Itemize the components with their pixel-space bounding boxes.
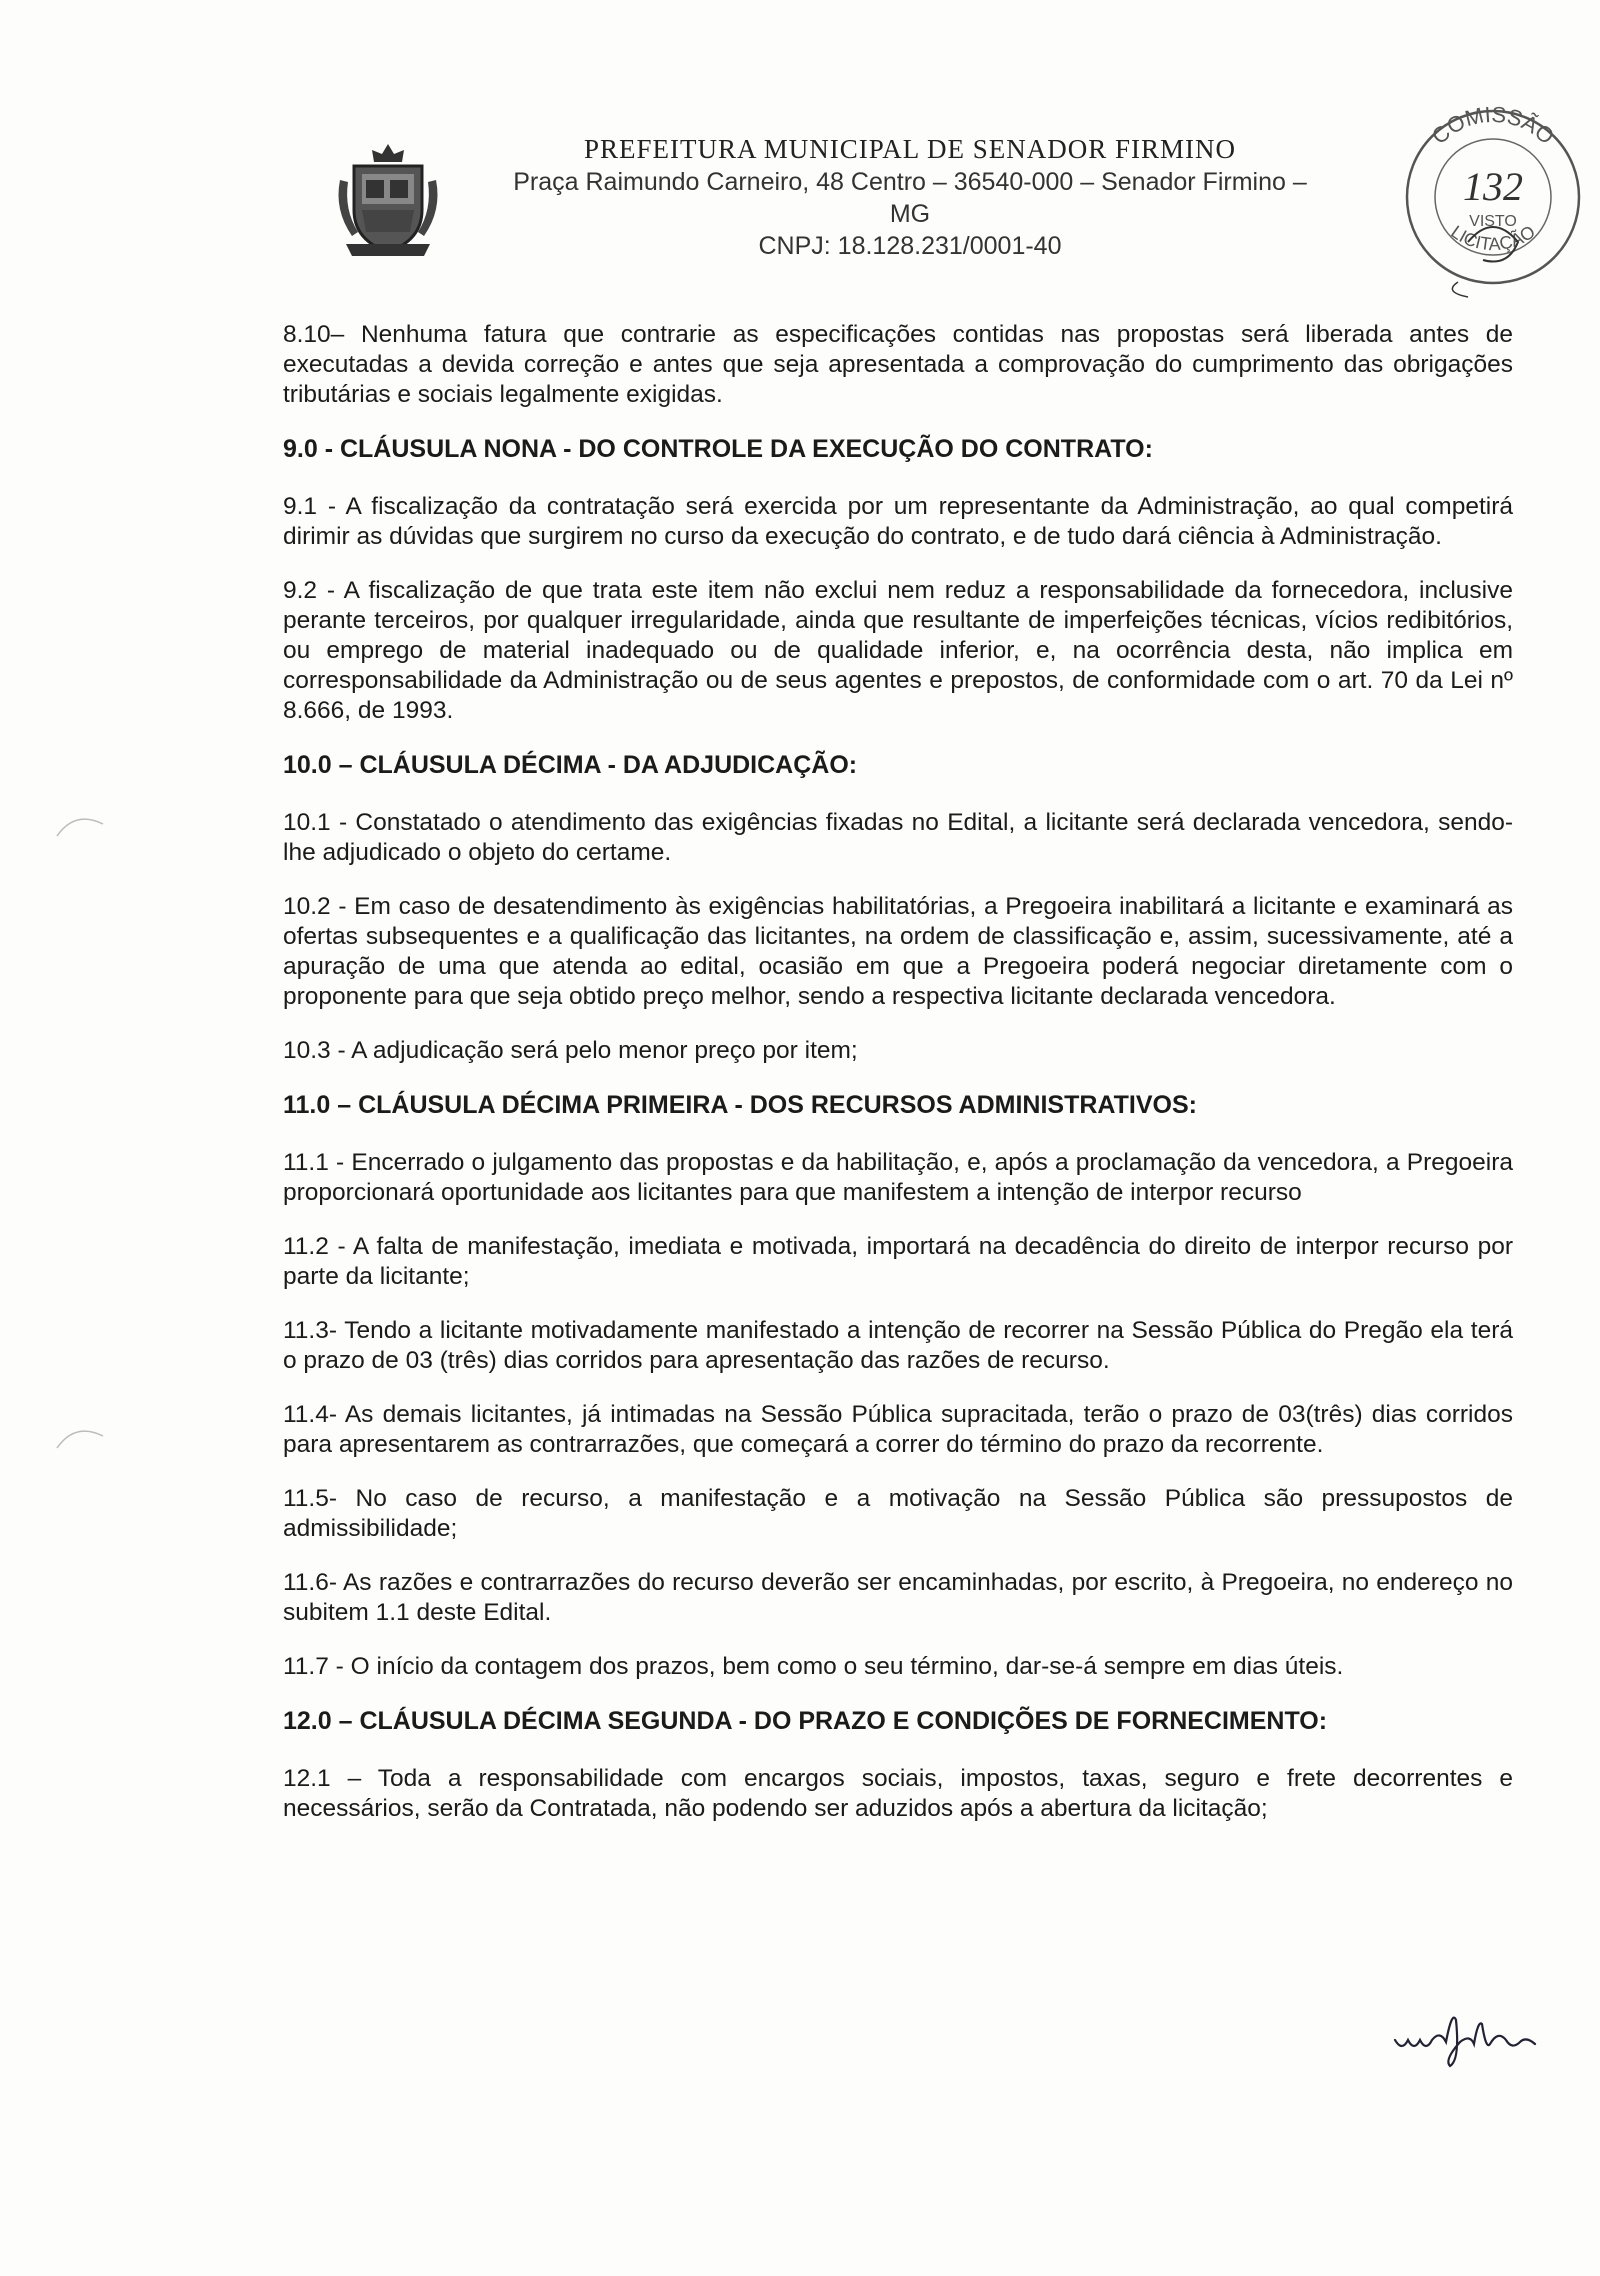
clause-9-1: 9.1 - A fiscalização da contratação será exercida por um representante da Administração, ao qual competirá dirimir as dúvidas que surgirem no curso da execução do contrato, e de tudo dará ciência à Administração. xyxy=(283,493,1513,550)
stamp-bottom-text: LICITAÇÃO xyxy=(1447,221,1539,255)
clause-11-3: 11.3- Tendo a licitante motivadamente manifestado a intenção de recorrer na Sessão Pública do Pregão ela terá o prazo de 03 (três) dias corridos para apresentação das razões de recurso. xyxy=(283,1317,1513,1374)
clause-11-1: 11.1 - Encerrado o julgamento das propostas e da habilitação, e, após a proclamação da vencedora, a Pregoeira proporcionará oportunidade aos licitantes para que manifestem a intenção de interpor recurso xyxy=(283,1149,1513,1206)
clause-10-3: 10.3 - A adjudicação será pelo menor preço por item; xyxy=(283,1037,858,1064)
clause-11-4: 11.4- As demais licitantes, já intimadas na Sessão Pública supracitada, terão o prazo de 03(três) dias corridos para apresentarem as contrarrazões, que começará a correr do término do prazo da recorrente. xyxy=(283,1401,1513,1458)
clause-11-6: 11.6- As razões e contrarrazões do recurso deverão ser encaminhadas, por escrito, à Pregoeira, no endereço no subitem 1.1 deste Edital. xyxy=(283,1569,1513,1626)
heading-clause-11: 11.0 – CLÁUSULA DÉCIMA PRIMEIRA - DOS RECURSOS ADMINISTRATIVOS: xyxy=(283,1091,1197,1119)
clause-12-1: 12.1 – Toda a responsabilidade com encargos sociais, impostos, taxas, seguro e frete decorrentes e necessários, serão da Contratada, não podendo ser aduzidos após a abertura da licitação; xyxy=(283,1765,1513,1822)
heading-clause-12: 12.0 – CLÁUSULA DÉCIMA SEGUNDA - DO PRAZO E CONDIÇÕES DE FORNECIMENTO: xyxy=(283,1707,1328,1735)
hole-punch-mark-icon xyxy=(55,1420,105,1450)
document-body xyxy=(283,320,1513,1848)
letterhead-cnpj: CNPJ: 18.128.231/0001-40 xyxy=(758,232,1062,260)
stamp-number: 132 xyxy=(1463,164,1523,209)
clause-9-2: 9.2 - A fiscalização de que trata este item não exclui nem reduz a responsabilidade da fornecedora, inclusive perante terceiros, por qualquer irregularidade, ainda que resultante de imperfeições técnicas, vícios redibitórios, ou emprego de material inadequado ou de qualidade inferior, e, na ocorrência desta, não implica em corresponsabilidade da Administração ou de seus agentes e prepostos, de conformidade com o art. 70 da Lei nº 8.666, de 1993. xyxy=(283,577,1513,724)
heading-clause-9: 9.0 - CLÁUSULA NONA - DO CONTROLE DA EXECUÇÃO DO CONTRATO: xyxy=(283,435,1153,463)
hole-punch-mark-icon xyxy=(55,808,105,838)
clause-11-5: 11.5- No caso de recurso, a manifestação e a motivação na Sessão Pública são pressupostos de admissibilidade; xyxy=(283,1485,1513,1542)
stamp-middle-text: VISTO xyxy=(1469,213,1517,230)
letterhead xyxy=(500,132,1320,262)
letterhead-title: PREFEITURA MUNICIPAL DE SENADOR FIRMINO xyxy=(583,134,1237,164)
clause-8-10: 8.10– Nenhuma fatura que contrarie as especificações contidas nas propostas será liberada antes de executadas a devida correção e antes que seja apresentada a comprovação do cumprimento das obrigações tributárias e sociais legalmente exigidas. xyxy=(283,321,1513,408)
comissao-stamp xyxy=(1398,92,1588,302)
letterhead-address: Praça Raimundo Carneiro, 48 Centro – 36540-000 – Senador Firmino – MG xyxy=(513,168,1307,228)
clause-11-7: 11.7 - O início da contagem dos prazos, bem como o seu término, dar-se-á sempre em dias úteis. xyxy=(283,1653,1344,1680)
stamp-top-text: COMISSÃO xyxy=(1426,101,1560,150)
heading-clause-10: 10.0 – CLÁUSULA DÉCIMA - DA ADJUDICAÇÃO: xyxy=(283,751,858,779)
handwritten-signature xyxy=(1390,2000,1540,2070)
clause-10-2: 10.2 - Em caso de desatendimento às exigências habilitatórias, a Pregoeira inabilitará a licitante e examinará as ofertas subsequentes e a qualificação das licitantes, na ordem de classificação e, assim, sucessivamente, até a apuração de uma que atenda ao edital, ocasião em que a Pregoeira poderá negociar diretamente com o proponente para que seja obtido preço melhor, sendo a respectiva licitante declarada vencedora. xyxy=(283,893,1513,1010)
municipal-crest-icon xyxy=(332,140,444,260)
clause-11-2: 11.2 - A falta de manifestação, imediata e motivada, importará na decadência do direito de interpor recurso por parte da licitante; xyxy=(283,1233,1513,1290)
clause-10-1: 10.1 - Constatado o atendimento das exigências fixadas no Edital, a licitante será declarada vencedora, sendo-lhe adjudicado o objeto do certame. xyxy=(283,809,1513,866)
